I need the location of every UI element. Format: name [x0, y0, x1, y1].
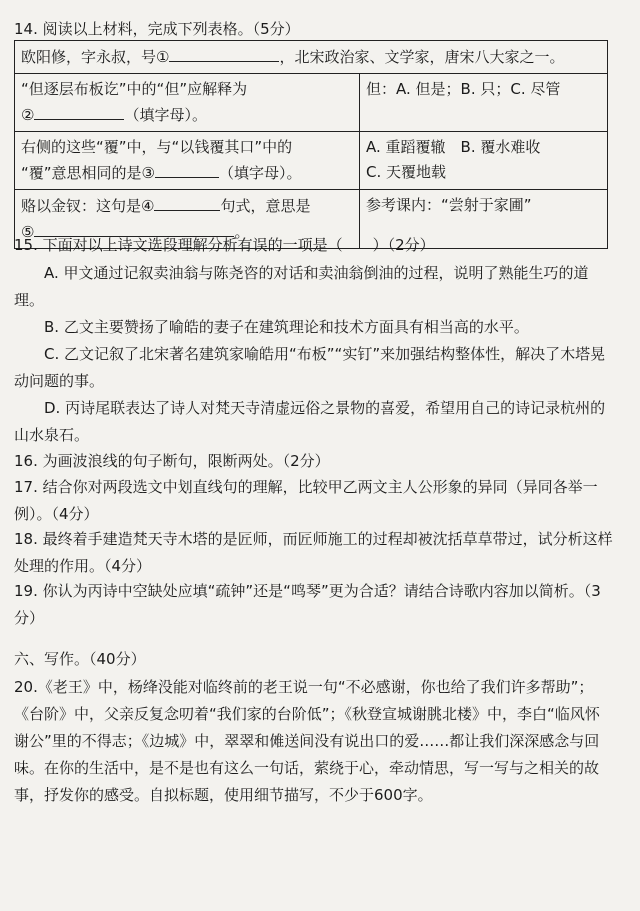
row4-right: 参考课内：“尝射于家圃” [366, 196, 532, 214]
table-row [15, 74, 608, 132]
answer-blank-1[interactable] [169, 44, 279, 62]
table-cell [15, 41, 608, 74]
table-row [15, 132, 608, 190]
option-c: C. 乙文记叙了北宋著名建筑家喻皓用“布板”“实钉”来加强结构整体性，解决了木塔晃动问题的事。 [14, 345, 606, 390]
row4-num: ⑤ [21, 223, 35, 241]
answer-blank-2[interactable] [34, 102, 124, 120]
row2-num: ② [21, 106, 35, 124]
row4-post: 句式，意思是 [220, 197, 311, 215]
question-19: 19. 你认为丙诗中空缺处应填“疏钟”还是“鸣琴”更为合适？请结合诗歌内容加以简析。（3分） [14, 582, 601, 627]
table-cell [15, 132, 360, 190]
question-18: 18. 最终着手建造梵天寺木塔的是匠师，而匠师施工的过程却被沈括草草带过，试分析这样处理的作用。（4分） [14, 530, 613, 575]
row3-pre: “覆”意思相同的是③ [21, 164, 155, 182]
answer-blank-3[interactable] [155, 160, 219, 178]
table-cell [360, 74, 608, 132]
question-14-table [14, 40, 608, 249]
question-20: 20.《老王》中，杨绛没能对临终前的老王说一句“不必感谢，你也给了我们许多帮助”；《台阶》中，父亲反复念叨着“我们家的台阶低”；《秋登宣城谢朓北楼》中，李白“临风怀谢公”里的不得志；《边城》中，翠翠和傩送间没有说出口的爱……都让我们深深感念与回味。在你的生活中，是不是也有这么一句话，萦绕于心，牵动情思，写一写与之相关的故事，抒发你的感受。自拟标题，使用细节描写，不少于600字。 [14, 678, 600, 804]
row4-post2: 。 [234, 223, 250, 241]
row3-post: （填字母）。 [219, 164, 302, 182]
question-17: 17. 结合你对两段选文中划直线句的理解，比较甲乙两文主人公形象的异同（异同各举一例）。（4分） [14, 478, 598, 523]
question-16: 16. 为画波浪线的句子断句，限断两处。（2分） [14, 452, 330, 470]
row1-pre: 欧阳修，字永叔，号① [21, 48, 170, 66]
row4-pre: 赂以金钗：这句是④ [21, 197, 155, 215]
row1-post: ，北宋政治家、文学家，唐宋八大家之一。 [279, 48, 565, 66]
answer-blank-4[interactable] [154, 193, 220, 211]
question-15-title: 15. 下面对以上诗文选段理解分析有误的一项是（ ）（2分） [14, 236, 435, 254]
row3-left-line1: 右侧的这些“覆”中，与“以钱覆其口”中的 [21, 138, 293, 156]
table-cell [360, 132, 608, 190]
row3-right-line2: C. 天覆地载 [366, 163, 447, 181]
row2-left-line1: “但逐层布板讫”中的“但”应解释为 [21, 80, 248, 98]
option-a: A. 甲文通过记叙卖油翁与陈尧咨的对话和卖油翁倒油的过程，说明了熟能生巧的道理。 [14, 264, 589, 309]
option-d: D. 丙诗尾联表达了诗人对梵天寺清虚远俗之景物的喜爱，希望用自己的诗记录杭州的山水泉石。 [14, 399, 606, 444]
section-6-heading: 六、写作。（40分） [14, 650, 146, 668]
row2-post: （填字母）。 [124, 106, 207, 124]
row2-right: 但：A. 但是；B. 只；C. 尽管 [366, 80, 561, 98]
row3-right-line1: A. 重蹈覆辙 B. 覆水难收 [366, 138, 541, 156]
table-row [15, 41, 608, 74]
option-b: B. 乙文主要赞扬了喻皓的妻子在建筑理论和技术方面具有相当高的水平。 [44, 318, 529, 336]
question-14-title: 14. 阅读以上材料，完成下列表格。（5分） [14, 20, 300, 38]
table-cell [15, 74, 360, 132]
